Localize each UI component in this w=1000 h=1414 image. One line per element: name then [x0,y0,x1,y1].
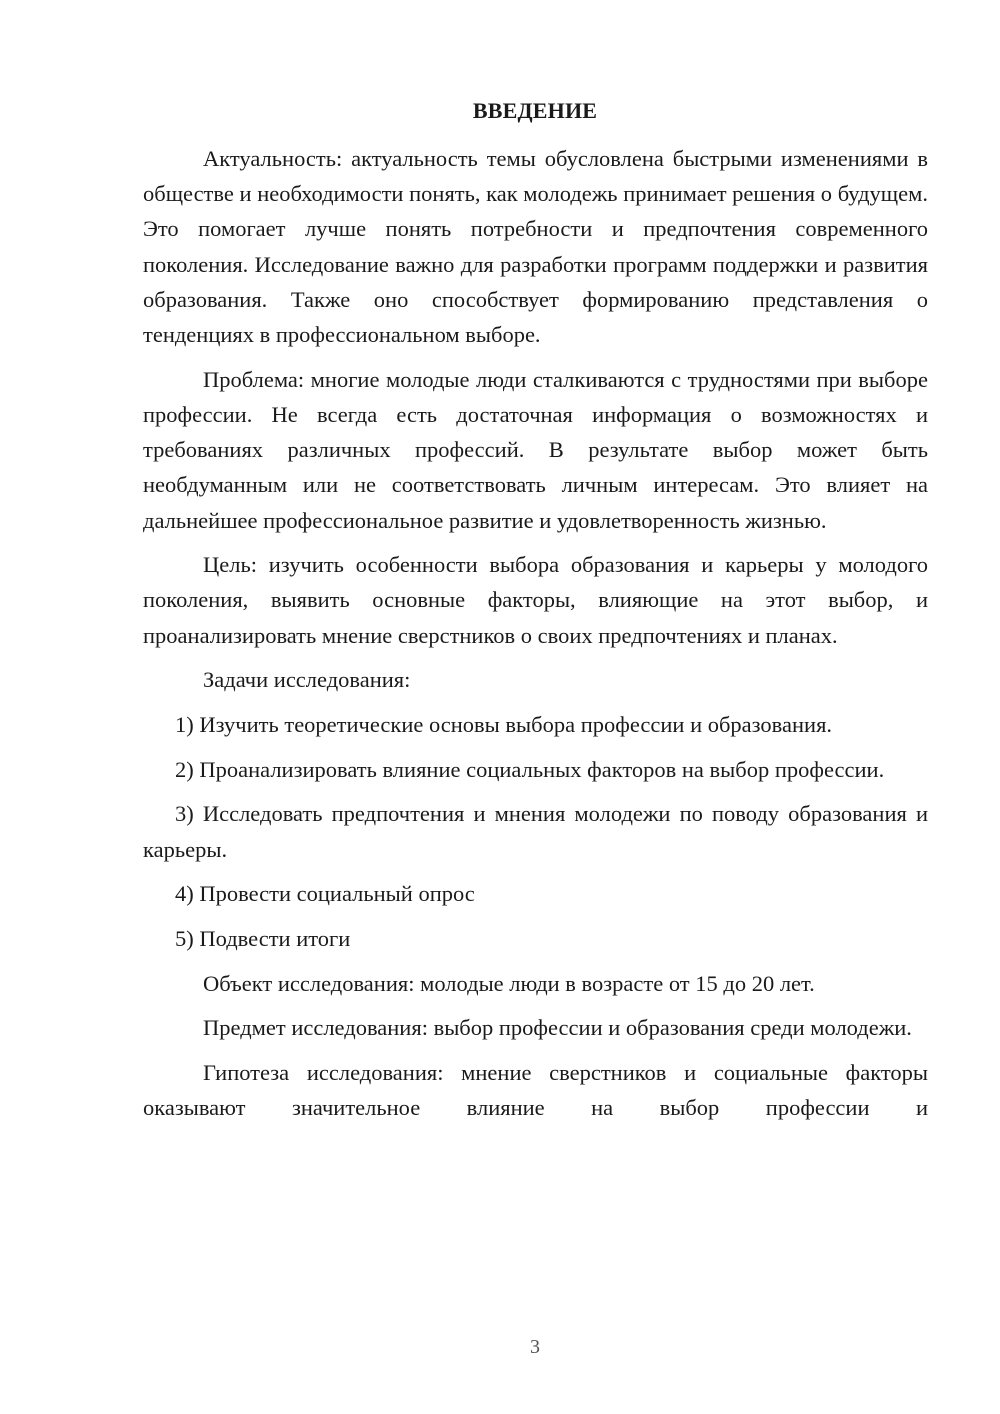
paragraph-tasks-heading: Задачи исследования: [203,667,411,693]
document-body [143,141,928,1126]
task-item-4: 4) Провести социальный опрос [175,881,475,907]
task-item-5: 5) Подвести итоги [175,926,351,952]
paragraph-subject: Предмет исследования: выбор профессии и образования среди молодежи. [203,1015,912,1041]
page-title: ВВЕДЕНИЕ [472,98,598,123]
page-number: 3 [530,1336,540,1358]
paragraph-hypothesis: Гипотеза исследования: мнение сверстников и социальные факторы оказывают значительное влияние на выбор профессии и [143,1060,928,1121]
task-item-1: 1) Изучить теоретические основы выбора профессии и образования. [175,712,833,738]
paragraph-goal: Цель: изучить особенности выбора образования и карьеры у молодого поколения, выявить основные факторы, влияющие на этот выбор, и проанализировать мнение сверстников о своих предпочтениях и планах. [143,552,928,648]
paragraph-relevance: Актуальность: актуальность темы обусловлена быстрыми изменениями в обществе и необходимости понять, как молодежь принимает решения о будущем. Это помогает лучше понять потребности и предпочтения современного поколения. Исследование важно для разработки программ поддержки и развития образования. Также оно способствует формированию представления о тенденциях в профессиональном выборе. [143,146,928,348]
task-item-2: 2) Проанализировать влияние социальных факторов на выбор профессии. [175,756,885,782]
task-item-3: 3) Исследовать предпочтения и мнения молодежи по поводу образования и карьеры. [143,801,928,862]
paragraph-problem: Проблема: многие молодые люди сталкиваются с трудностями при выборе профессии. Не всегда есть достаточная информация о возможностях и требованиях различных профессий. В результате выбор может быть необдуманным или не соответствовать личным интересам. Это влияет на дальнейшее профессиональное развитие и удовлетворенность жизнью. [143,366,928,533]
paragraph-object: Объект исследования: молодые люди в возрасте от 15 до 20 лет. [203,970,815,996]
